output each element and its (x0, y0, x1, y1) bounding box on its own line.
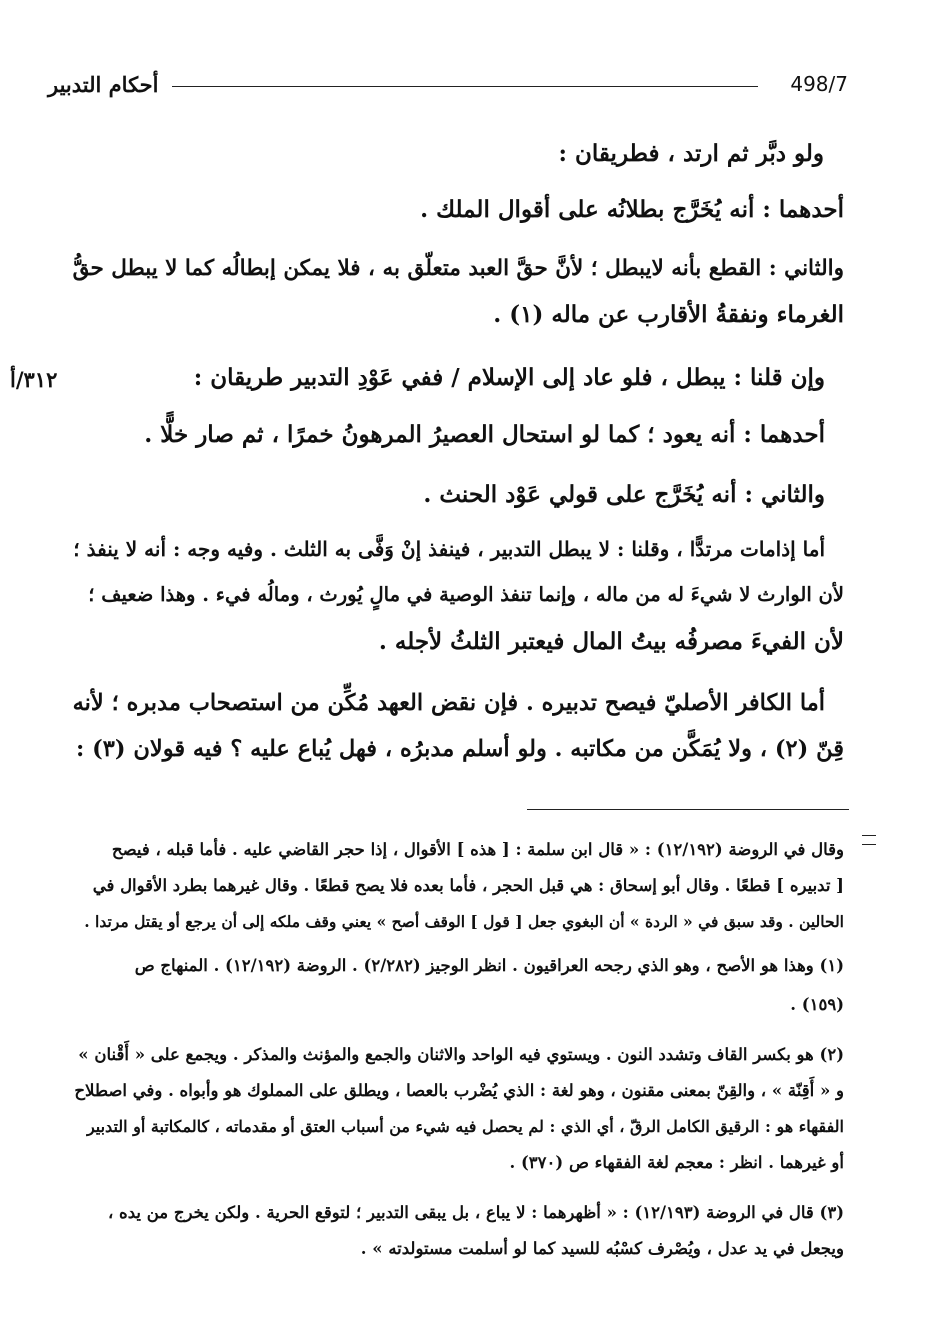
footnote-line: وقال في الروضة (١٢/١٩٢) : « قال ابن سلمة : [ هذه ] الأقوال ، إذا حجر القاضي عليه . فأما قبله ، فيصح (111, 840, 844, 859)
text-line: أحدهما : أنه يعود ؛ كما لو استحال العصيرُ المرهونُ خمرًا ، ثم صار خلًّا . (144, 421, 825, 448)
text-line: والثاني : القطع بأنه لايبطل ؛ لأنَّ حقَّ العبد متعلّق به ، فلا يمكن إبطالُه كما لا يبطل حقُّ (72, 256, 844, 281)
text-line: أما الكافر الأصليّ فيصح تدبيره . فإن نقض العهد مُكِّن من استصحاب مدبره ؛ لأنه (72, 690, 825, 716)
footnote-continuation-mark (862, 835, 876, 845)
footnote-line: (٣) قال في الروضة (١٢/١٩٣) : « أظهرهما : لا يباع ، بل يبقى التدبير ؛ لتوقع الحرية . ولكن يخرج من يده ، (107, 1203, 844, 1222)
text-line: قِنّ (٢) ، ولا يُمَكَّن من مكاتبه . ولو أسلم مدبرُه ، فهل يُباع عليه ؟ فيه قولان (٣) : (75, 736, 844, 762)
footnote-line: [ تدبيره ] قطعًا . وقال أبو إسحاق : هي قبل الحجر ، فأما بعده فلا يصح قطعًا . وقال غيرهما بطرد الأقوال في (92, 876, 844, 895)
text-line: لأن الوارث لا شيءَ له من ماله ، وإنما تنفذ الوصية في مالٍ يُورث ، ومالُه فيء . وهذا ضعيف ؛ (88, 583, 844, 606)
running-title: أحكام التدبير (48, 72, 159, 97)
text-line: والثاني : أنه يُخَرَّج على قولي عَوْد الحنث . (423, 481, 825, 508)
header-rule (172, 86, 758, 87)
text-line: وإن قلنا : يبطل ، فلو عاد إلى الإسلام / ففي عَوْدِ التدبير طريقان : (193, 364, 825, 391)
text-line: الغرماء ونفقةُ الأقارب عن ماله (١) . (493, 301, 844, 328)
text-line: أحدهما : أنه يُخَرَّج بطلانُه على أقوال الملك . (420, 196, 844, 223)
footnote-line: (١) وهذا هو الأصح ، وهو الذي رجحه العراقيون . انظر الوجيز (٢/٢٨٢) . الروضة (١٢/١٩٢) . المنهاج ص (134, 956, 844, 975)
text-line: ولو دبَّر ثم ارتد ، فطريقان : (558, 140, 824, 167)
footnote-line: (٢) هو بكسر القاف وتشدد النون . ويستوي فيه الواحد والاثنان والجمع والمؤنث والمذكر . ويجمع على « أَقْنان » (78, 1045, 844, 1064)
footnote-line: أو غيرهما . انظر : معجم لغة الفقهاء ص (٣٧٠) . (509, 1153, 844, 1172)
text-line: أما إذامات مرتدًّا ، وقلنا : لا يبطل التدبير ، فينفذ إنْ وَفَّى به الثلث . وفيه وجه : أنه لا ينفذ ؛ (73, 537, 825, 561)
running-header (48, 68, 848, 102)
footnote-line: الحالين . وقد سبق في « الردة » أن البغوي جعل [ قول ] الوقف أصح » يعني وقف ملكه إلى أن يرجع أو يقتل مرتدا . (84, 912, 844, 931)
footnote-line: الفقهاء هو : الرقيق الكامل الرقّ ، أي الذي : لم يحصل فيه شيء من أسباب العتق أو مقدماته ، كالمكاتبة أو التدبير (86, 1117, 844, 1136)
manuscript-folio-note: ٣١٢/أ (10, 367, 58, 392)
footnote-separator (527, 809, 849, 810)
text-line: لأن الفيءَ مصرفُه بيتُ المال فيعتبر الثلثُ لأجله . (378, 628, 844, 655)
footnote-line: ويجعل في يد عدل ، ويُصْرف كسْبُه للسيد كما لو أسلمت مستولدته » . (360, 1239, 844, 1258)
footnote-line: و « أَقِنّة » ، والقِنّ بمعنى مقنون ، وهو لغة : الذي يُضْرب بالعصا ، ويطلق على المملوك هو وأبواه . وفي اصطلاح (74, 1081, 844, 1100)
footnote-line: (١٥٩) . (790, 995, 844, 1014)
page-number: 498/7 (790, 72, 848, 96)
